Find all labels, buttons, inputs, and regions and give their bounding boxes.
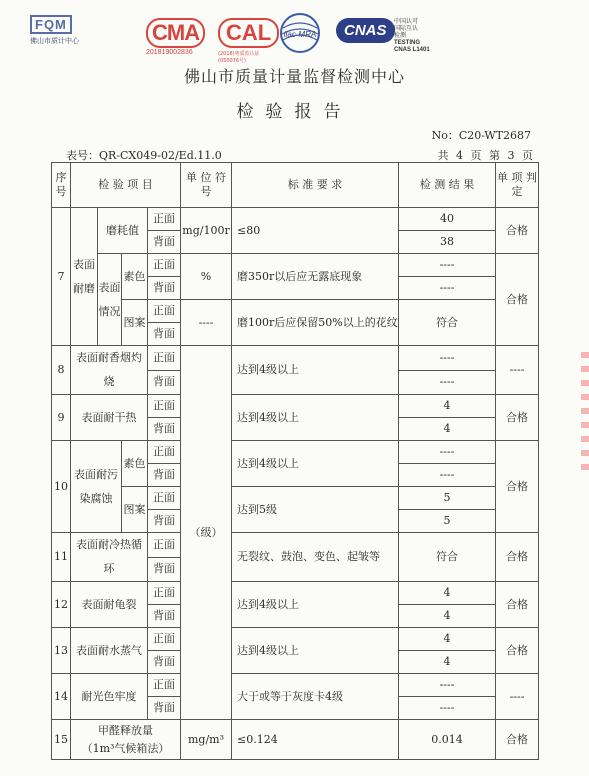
org-name: 佛山市质量计量监督检测中心	[183, 67, 405, 86]
header-result: 检 测 结 果	[399, 163, 496, 208]
table-row: 15 甲醛释放量 （1m³气候箱法） mg/m³ ≤0.124 0.014 合格	[52, 720, 539, 760]
header-judgement: 单 项 判 定	[496, 163, 539, 208]
inspection-table	[51, 162, 539, 760]
report-title: 检验报告	[236, 102, 353, 122]
table-row: 背面 4	[52, 418, 539, 441]
table-row: 图案 正面 达到5级 5	[52, 487, 539, 510]
cal-number: (2018)粤质监认证(050076号)	[218, 51, 260, 64]
table-row: 14 耐光色牢度 正面 大于或等于灰度卡4级 ---- ----	[52, 674, 539, 697]
cma-logo: CMA 201819002836	[146, 18, 204, 56]
table-row: 12 表面耐龟裂 正面 达到4级以上 4 合格	[52, 582, 539, 605]
header-seq: 序号	[52, 163, 71, 208]
table-row: 表面情况 素色 正面 % 磨350r以后应无露底现象 ---- 合格	[52, 254, 539, 277]
table-row: 背面 ----	[52, 464, 539, 487]
cnas-logo: CNAS 中国认可 国际互认 检测 TESTING CNAS L1401	[336, 18, 395, 43]
seal-edge	[581, 352, 589, 472]
table-row: 图案 正面 ---- 磨100r后应保留50%以上的花纹 符合	[52, 300, 539, 323]
table-row: 7 表面耐磨 磨耗值 正面 mg/100r ≤80 40 合格	[52, 208, 539, 231]
table-row: 背面 5	[52, 510, 539, 533]
table-row: 13 表面耐水蒸气 正面 达到4级以上 4 合格	[52, 628, 539, 651]
header-row	[52, 163, 539, 208]
svg-text:ilac-MRA: ilac-MRA	[283, 30, 317, 39]
table-row: 10 表面耐污染腐蚀 素色 正面 达到4级以上 ---- 合格	[52, 441, 539, 464]
fqm-logo: FQM 佛山市质计中心	[30, 17, 79, 45]
item-group: 表面耐磨	[71, 208, 98, 346]
page-count: 共 4 页 第 3 页	[437, 149, 533, 162]
header-item: 检 验 项 目	[71, 163, 181, 208]
header-unit: 单 位 符 号	[181, 163, 232, 208]
form-number: 表号：QR-CX049-02/Ed.11.0	[66, 149, 222, 162]
header-requirement: 标 准 要 求	[232, 163, 399, 208]
fqm-name: 佛山市质计中心	[30, 37, 79, 45]
table-row: 背面	[52, 557, 539, 582]
ilac-mra-logo	[279, 12, 321, 54]
table-row: 9 表面耐干热 正面 达到4级以上 4 合格	[52, 395, 539, 418]
table-row: 背面 ----	[52, 277, 539, 300]
cal-logo: CAL (2018)粤质监认证(050076号)	[218, 18, 278, 64]
logo-bar	[0, 12, 589, 62]
cnas-text: 中国认可 国际互认 检测 TESTING CNAS L1401	[394, 18, 430, 53]
report-number: No：C20-WT2687	[431, 129, 531, 142]
table-row: 背面	[52, 323, 539, 346]
table-row: 背面 ----	[52, 697, 539, 720]
table-row: 背面 4	[52, 651, 539, 674]
table-row: 11 表面耐冷热循环 正面 无裂纹、鼓泡、变色、起皱等 符合 合格	[52, 533, 539, 558]
cma-number: 201819002836	[146, 49, 193, 56]
table-row: 8 表面耐香烟灼烧 正面 （级） 达到4级以上 ---- ----	[52, 346, 539, 371]
table-row: 背面 ----	[52, 370, 539, 395]
table-row: 背面 4	[52, 605, 539, 628]
table-row: 背面 38	[52, 231, 539, 254]
